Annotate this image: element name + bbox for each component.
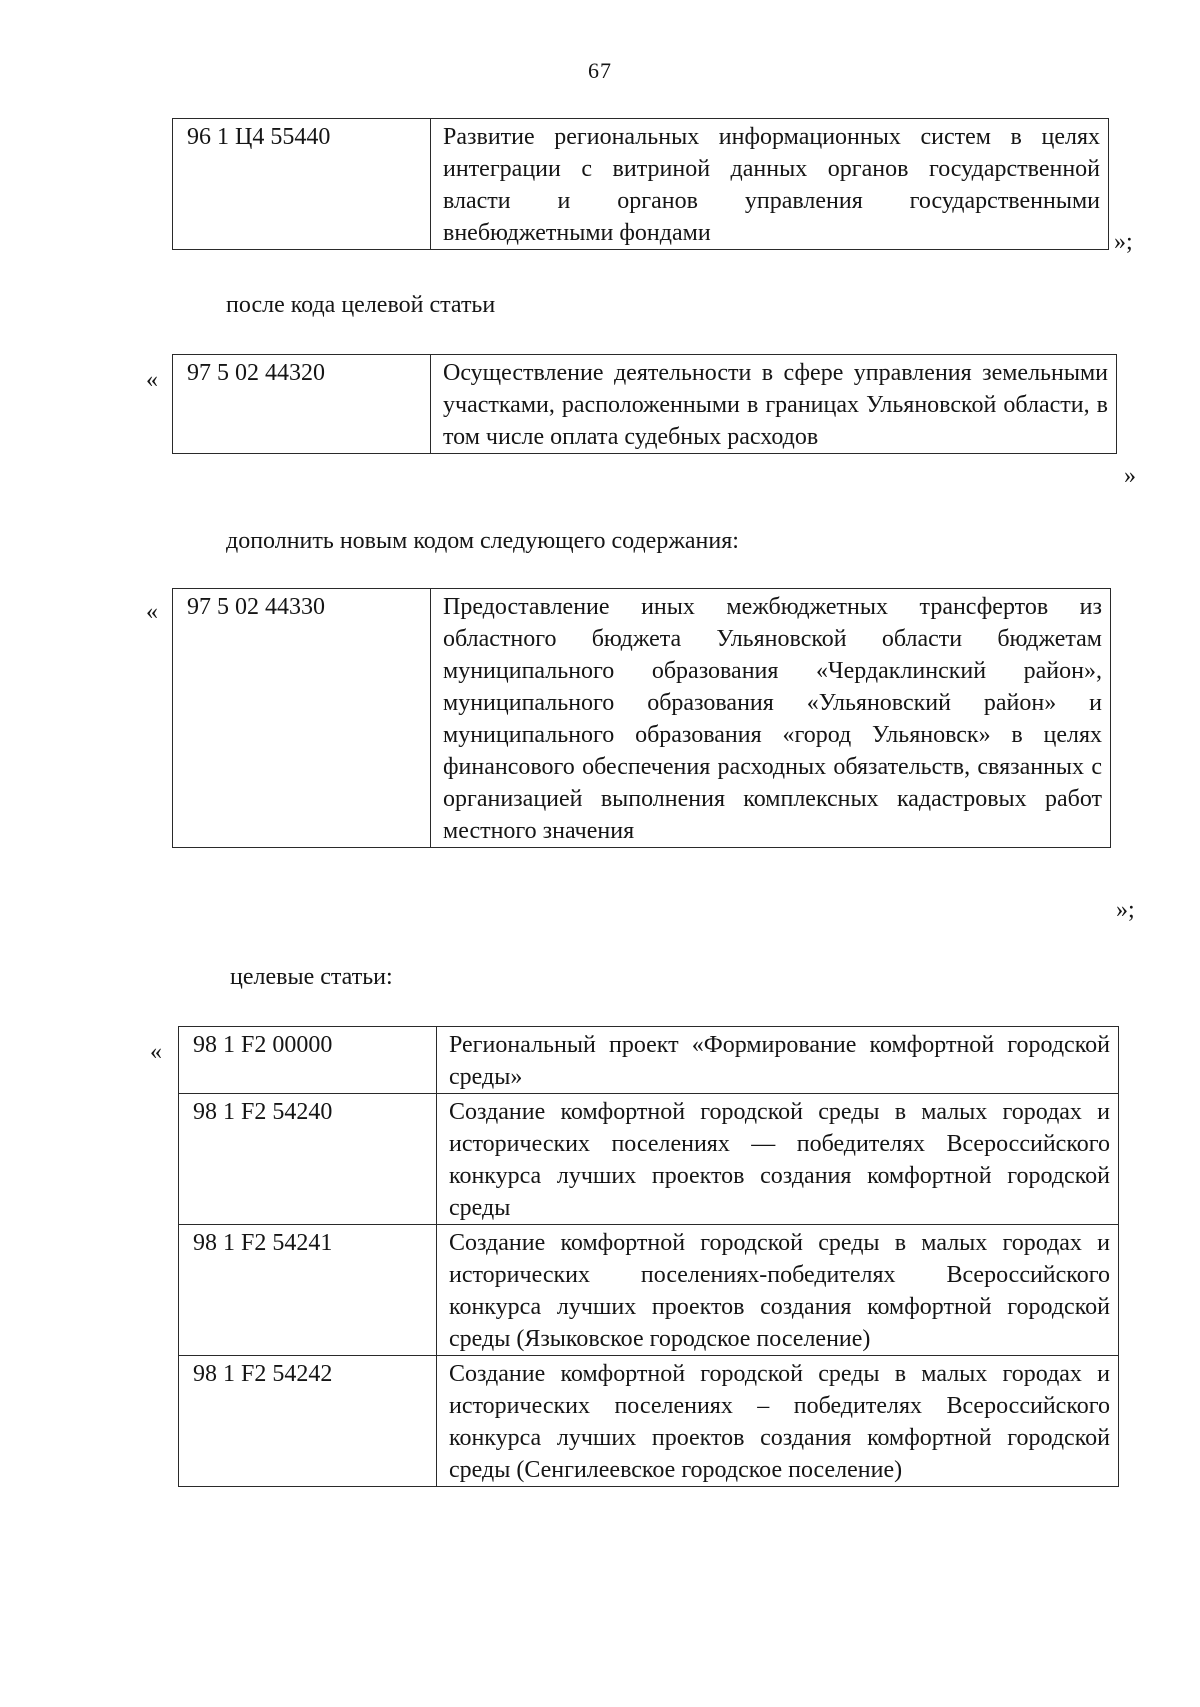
target-article-code: 98 1 F2 54241 bbox=[179, 1225, 437, 1356]
table-row bbox=[179, 1225, 1119, 1356]
intro-text-3: целевые статьи: bbox=[230, 964, 393, 990]
target-article-description: Развитие региональных информационных систем в целях интеграции с витриной данных органов государственной власти и органов управления государственными внебюджетными фондами bbox=[431, 119, 1109, 250]
code-table-2 bbox=[172, 354, 1117, 454]
target-article-code: 97 5 02 44320 bbox=[173, 355, 431, 454]
closing-quote: » bbox=[1124, 463, 1136, 489]
target-article-code: 97 5 02 44330 bbox=[173, 589, 431, 848]
table-row bbox=[173, 119, 1109, 250]
target-article-code: 98 1 F2 54240 bbox=[179, 1094, 437, 1225]
closing-quote: »; bbox=[1114, 229, 1133, 255]
closing-quote: »; bbox=[1116, 897, 1135, 923]
intro-text-2: дополнить новым кодом следующего содержания: bbox=[226, 528, 739, 554]
target-article-description: Создание комфортной городской среды в малых городах и исторических поселениях — победителях Всероссийского конкурса лучших проектов создания комфортной городской среды bbox=[437, 1094, 1119, 1225]
page-number: 67 bbox=[588, 58, 612, 83]
target-article-description: Предоставление иных межбюджетных трансфертов из областного бюджета Ульяновской области бюджетам муниципального образования «Чердаклинский район», муниципального образования «Ульяновский район» и муниципального образования «город Ульяновск» в целях финансового обеспечения расходных обязательств, связанных с организацией выполнения комплексных кадастровых работ местного значения bbox=[431, 589, 1111, 848]
intro-text-1: после кода целевой статьи bbox=[226, 292, 496, 318]
table-row bbox=[179, 1094, 1119, 1225]
table-row bbox=[179, 1356, 1119, 1487]
table-row bbox=[173, 589, 1111, 848]
target-article-code: 98 1 F2 00000 bbox=[179, 1027, 437, 1094]
target-article-description: Создание комфортной городской среды в малых городах и исторических поселениях-победителях Всероссийского конкурса лучших проектов создания комфортной городской среды (Языковское городское поселение) bbox=[437, 1225, 1119, 1356]
table-row bbox=[179, 1027, 1119, 1094]
code-table-1 bbox=[172, 118, 1109, 250]
opening-quote: « bbox=[146, 367, 158, 393]
code-table-4 bbox=[178, 1026, 1119, 1487]
target-article-description: Региональный проект «Формирование комфортной городской среды» bbox=[437, 1027, 1119, 1094]
opening-quote: « bbox=[150, 1039, 162, 1065]
opening-quote: « bbox=[146, 599, 158, 625]
table-row bbox=[173, 355, 1117, 454]
code-table-3 bbox=[172, 588, 1111, 848]
target-article-description: Осуществление деятельности в сфере управления земельными участками, расположенными в границах Ульяновской области, в том числе оплата судебных расходов bbox=[431, 355, 1117, 454]
target-article-code: 96 1 Ц4 55440 bbox=[173, 119, 431, 250]
target-article-code: 98 1 F2 54242 bbox=[179, 1356, 437, 1487]
target-article-description: Создание комфортной городской среды в малых городах и исторических поселениях – победителях Всероссийского конкурса лучших проектов создания комфортной городской среды (Сенгилеевское городское поселение) bbox=[437, 1356, 1119, 1487]
